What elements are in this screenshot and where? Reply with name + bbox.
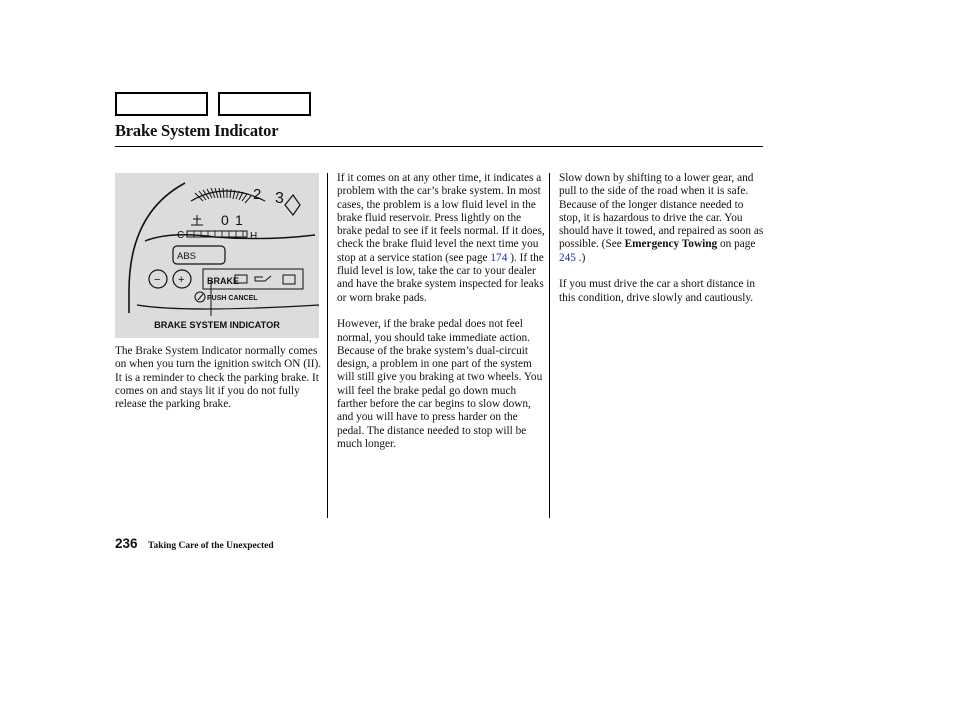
temp-cold-label: C [177, 230, 185, 241]
column-divider-2 [549, 173, 550, 518]
minus-label: − [154, 274, 161, 286]
col2-p1-text-before: If it comes on at any other time, it indicates a problem with the car’s brake system. In most cases, the problem is a low fluid level in the brake fluid reservoir. Press lightly on the brake pedal to see if it feels normal. If it does, check the brake fluid level the next time you stop at a service station (see page [337, 172, 545, 264]
text-column-1 [115, 345, 325, 425]
brake-indicator-figure [115, 173, 319, 338]
col3-p1-text-end: .) [578, 251, 586, 264]
text-column-2 [337, 172, 547, 465]
gear-label-2: 2 [253, 186, 262, 203]
gear-label-3: 3 [275, 190, 284, 207]
col3-paragraph-1 [559, 172, 765, 265]
column-divider-1 [327, 173, 328, 518]
page-number: 236 [115, 536, 138, 551]
gear-label-1: 1 [235, 212, 243, 228]
col3-p1-text-middle: on page [720, 238, 756, 251]
col3-paragraph-2: If you must drive the car a short distance in this condition, drive slowly and cautiously. [559, 278, 756, 304]
col2-paragraph-2: However, if the brake pedal does not feel normal, you should take immediate action. Because of the brake system’s dual-circuit design, a problem in one part of the system will still give you braking at two wheels. You will feel the brake pedal go down much farther before the car begins to slow down, and you will have to press harder on the pedal. The distance needed to stop will be much longer. [337, 318, 543, 450]
emergency-towing-reference: Emergency Towing [624, 238, 718, 251]
page-174-link[interactable]: 174 [490, 251, 508, 264]
temp-hot-label: H [250, 231, 258, 242]
col2-paragraph-1 [337, 172, 547, 305]
header-tab-box-left [115, 92, 208, 116]
page-245-link[interactable]: 245 [559, 251, 576, 264]
col2-p1-text-after: ). If the fluid level is low, take the car to your dealer and have the brake system inspected for leaks or worn brake pads. [337, 251, 544, 304]
plus-label: + [178, 274, 185, 286]
title-rule [115, 146, 763, 147]
instrument-cluster-illustration [115, 173, 319, 318]
section-name: Taking Care of the Unexpected [148, 541, 274, 551]
figure-caption: BRAKE SYSTEM INDICATOR [154, 320, 280, 330]
header-tab-box-right [218, 92, 311, 116]
push-cancel-label: PUSH CANCEL [207, 295, 258, 302]
col1-paragraph-1: The Brake System Indicator normally comes on when you turn the ignition switch ON (II). It is a reminder to check the parking brake. It comes on and stays lit if you do not fully release the parking brake. [115, 345, 322, 411]
gear-label-0: 0 [221, 212, 229, 228]
brake-warning-label: BRAKE [207, 276, 240, 286]
text-column-3 [559, 172, 765, 318]
col3-p1-text-before: Slow down by shifting to a lower gear, and pull to the side of the road when it is safe. Because of the longer distance needed to stop, it is hazardous to drive the car. You should have it towed, and repaired as soon as possible. (See [559, 172, 764, 251]
page-title: Brake System Indicator [115, 121, 279, 140]
abs-label: ABS [177, 251, 197, 262]
